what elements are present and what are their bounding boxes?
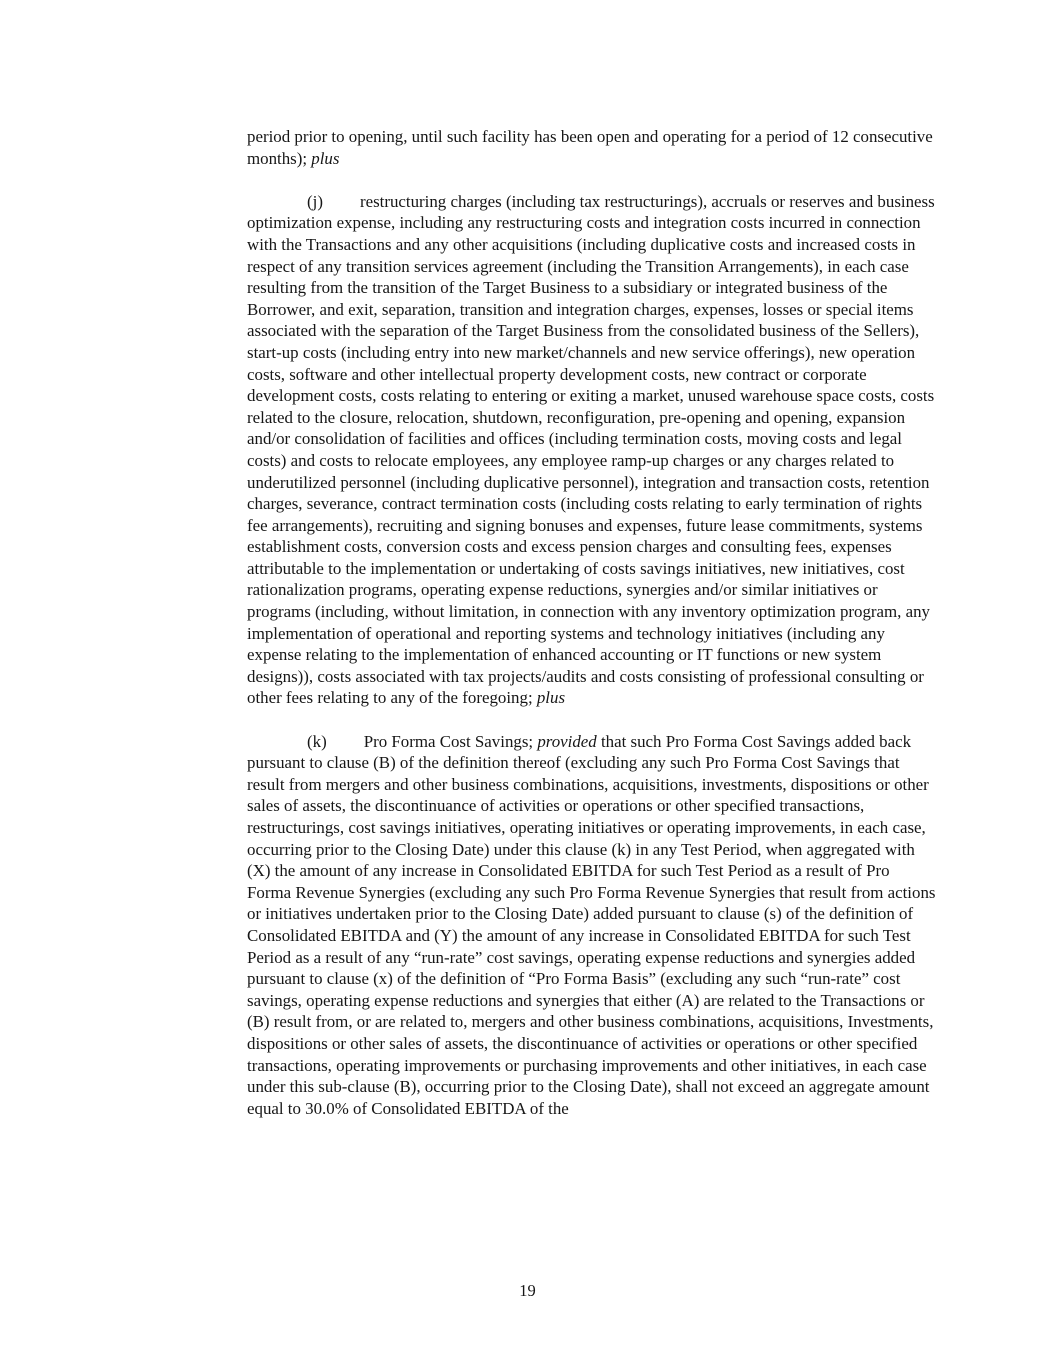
clause-k-text-italic: provided bbox=[537, 731, 597, 751]
clause-k-label: (k) bbox=[307, 731, 327, 751]
paragraph-text: period prior to opening, until such facility has been open and operating for a period of 12 consecutive months); bbox=[247, 127, 933, 168]
clause-k-text-continued: that such Pro Forma Cost Savings added back pursuant to clause (B) of the definition thereof (excluding any such Pro Forma Cost Savings that result from mergers and other business combinations, acquisitions, investments, dispositions or other sales of assets, the discontinuance of activities or operations or other specified transactions, restructurings, cost savings initiatives, operating initiatives or operating improvements, in each case, occurring prior to the Closing Date) under this clause (k) in any Test Period, when aggregated with (X) the amount of any increase in Consolidated EBITDA for such Test Period as a result of Pro Forma Revenue Synergies (excluding any such Pro Forma Revenue Synergies that result from actions or initiatives undertaken prior to the Closing Date) added pursuant to clause (s) of the definition of Consolidated EBITDA and (Y) the amount of any increase in Consolidated EBITDA for such Test Period as a result of any “run-rate” cost savings, operating expense reductions and synergies added pursuant to clause (x) of the definition of “Pro Forma Basis” (excluding any such “run-rate” cost savings, operating expense reductions and synergies that either (A) are related to the Transactions or (B) result from, or are related to, mergers and other business combinations, acquisitions, Investments, dispositions or other sales of assets, the discontinuance of activities or operations or other specified transactions, operating improvements or purchasing improvements and other initiatives, in each case under this sub-clause (B), occurring prior to the Closing Date), shall not exceed an aggregate amount equal to 30.0% of Consolidated EBITDA of the bbox=[247, 731, 936, 1118]
clause-j-text: restructuring charges (including tax restructurings), accruals or reserves and business optimization expense, including any restructuring costs and integration costs incurred in connection with the Transactions and any other acquisitions (including duplicative costs and increased costs in respect of any transition services agreement (including the Transition Arrangements), in each case resulting from the transition of the Target Business to a subsidiary or integrated business of the Borrower, and exit, separation, transition and integration charges, expenses, losses or special items associated with the separation of the Target Business from the consolidated business of the Sellers), start-up costs (including entry into new market/channels and new service offerings), new operation costs, software and other intellectual property development costs, new contract or corporate development costs, costs relating to entering or exiting a market, unused warehouse space costs, costs related to the closure, relocation, shutdown, reconfiguration, pre-opening and opening, expansion and/or consolidation of facilities and offices (including termination costs, moving costs and legal costs) and costs to relocate employees, any employee ramp-up charges or any charges related to underutilized personnel (including duplicative personnel), integration and transaction costs, retention charges, severance, contract termination costs (including costs relating to early termination of rights fee arrangements), recruiting and signing bonuses and expenses, future lease commitments, systems establishment costs, conversion costs and excess pension charges and consulting fees, expenses attributable to the implementation or undertaking of costs savings initiatives, new initiatives, cost rationalization programs, operating expense reductions, synergies and/or similar initiatives or programs (including, without limitation, in connection with any inventory optimization program, any implementation of operational and reporting systems and technology initiatives (including any expense relating to the implementation of enhanced accounting or IT functions or new system designs)), costs associated with tax projects/audits and costs consisting of professional consulting or other fees relating to any of the foregoing; bbox=[247, 191, 935, 708]
paragraph-continuation bbox=[247, 126, 937, 169]
clause-j-paragraph bbox=[247, 191, 937, 709]
document-body bbox=[247, 126, 937, 1141]
paragraph-text-italic: plus bbox=[311, 148, 340, 168]
clause-k-text: Pro Forma Cost Savings; bbox=[363, 731, 538, 751]
clause-j-label: (j) bbox=[307, 191, 323, 211]
page-number: 19 bbox=[519, 1281, 536, 1300]
clause-k-paragraph bbox=[247, 731, 937, 1120]
clause-j-text-italic: plus bbox=[536, 688, 566, 708]
